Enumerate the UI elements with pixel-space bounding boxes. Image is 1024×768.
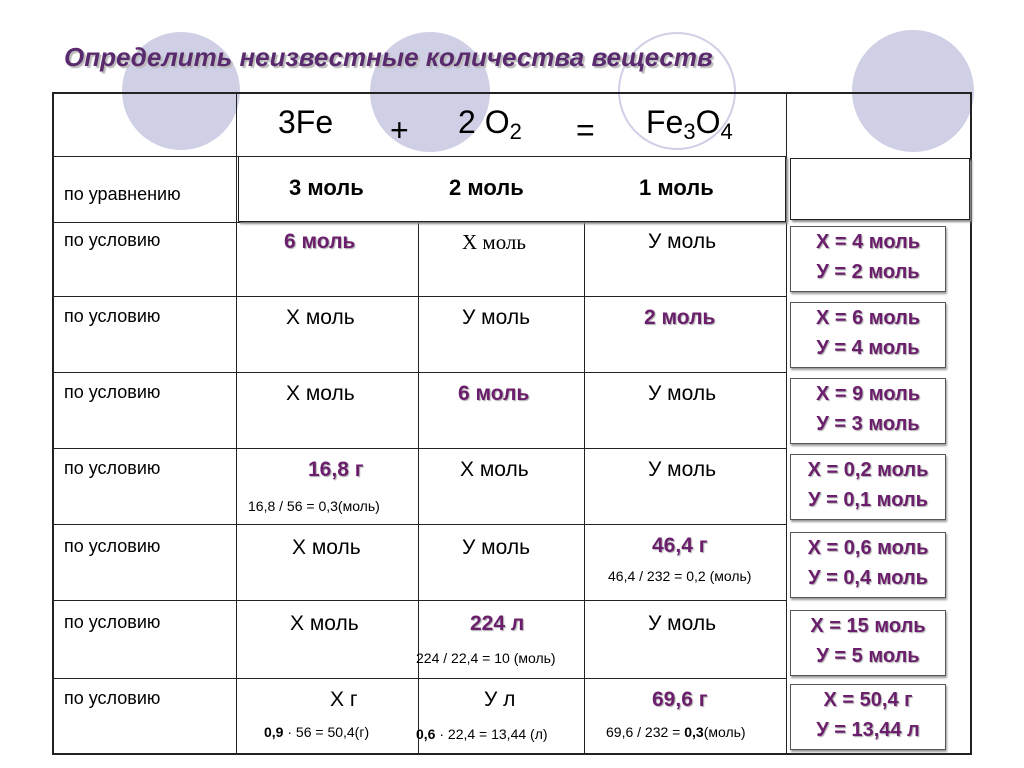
row4-result-x: Х = 0,2 моль xyxy=(807,459,929,481)
row7-o2-calc xyxy=(416,726,548,742)
row2-result-y: У = 4 моль xyxy=(816,337,920,359)
stoich-o2: 2 моль xyxy=(449,175,524,200)
row6-fe: Х моль xyxy=(290,612,359,635)
row7-product-calc-tail: (моль) xyxy=(703,724,746,740)
row3-result-y: У = 3 моль xyxy=(816,413,920,435)
row1-result xyxy=(790,226,946,292)
row2-fe: Х моль xyxy=(286,306,355,329)
product-fe: Fe xyxy=(646,104,684,140)
row2-result xyxy=(790,302,946,368)
row5-o2: У моль xyxy=(462,536,531,559)
row-label: по условию xyxy=(64,382,161,402)
row6-o2-calc: 224 / 22,4 = 10 (моль) xyxy=(416,650,556,666)
row-label: по условию xyxy=(64,306,161,326)
stoich-fe: 3 моль xyxy=(289,175,364,200)
row3-o2: 6 моль xyxy=(458,382,530,405)
row7-product: 69,6 г xyxy=(652,688,708,711)
row4-result-y: У = 0,1 моль xyxy=(808,489,928,511)
row2-o2: У моль xyxy=(462,306,531,329)
row4-fe: 16,8 г xyxy=(308,458,364,481)
row7-fe-calc-rest: · 56 = 50,4(г) xyxy=(283,724,370,740)
equation-plus: + xyxy=(390,112,409,148)
reaction-table xyxy=(52,92,972,755)
equation-o2-sub: 2 xyxy=(509,119,522,144)
row5-result-y: У = 0,4 моль xyxy=(808,567,928,589)
row3-product: У моль xyxy=(648,382,717,405)
row1-o2: Х моль xyxy=(462,230,526,254)
row6-result-x: Х = 15 моль xyxy=(810,615,926,637)
product-sub-3: 3 xyxy=(683,119,696,144)
row2-product: 2 моль xyxy=(644,306,716,329)
row-label: по условию xyxy=(64,230,161,250)
row4-o2: Х моль xyxy=(460,458,529,481)
row-label: по условию xyxy=(64,688,161,708)
row1-result-x: Х = 4 моль xyxy=(815,231,921,253)
equation-o2 xyxy=(458,104,522,145)
row5-result-x: Х = 0,6 моль xyxy=(807,537,929,559)
row3-result-x: Х = 9 моль xyxy=(815,383,921,405)
product-sub-4: 4 xyxy=(720,119,733,144)
row7-product-calc-bold: 0,3 xyxy=(684,724,704,740)
row7-product-calc xyxy=(606,724,746,740)
row7-fe-calc xyxy=(264,724,369,740)
row5-fe: Х моль xyxy=(292,536,361,559)
row7-fe: Х г xyxy=(330,688,358,711)
row4-fe-calc: 16,8 / 56 = 0,3(моль) xyxy=(248,498,380,514)
row4-product: У моль xyxy=(648,458,717,481)
row-label: по условию xyxy=(64,612,161,632)
equation-equals: = xyxy=(576,112,595,148)
row4-result xyxy=(790,454,946,520)
row3-result xyxy=(790,378,946,444)
equation-fe: 3Fe xyxy=(278,104,334,140)
row7-product-calc-start: 69,6 / 232 = xyxy=(606,724,685,740)
equation-o2-text: 2 O xyxy=(458,104,510,140)
row-label: по условию xyxy=(64,458,161,478)
row6-product: У моль xyxy=(648,612,717,635)
row7-result-y: У = 13,44 л xyxy=(816,719,920,741)
row1-result-y: У = 2 моль xyxy=(816,261,920,283)
stoich-box xyxy=(238,156,786,222)
row7-o2-calc-bold: 0,6 xyxy=(416,726,436,742)
row1-product: У моль xyxy=(648,230,717,253)
row1-fe: 6 моль xyxy=(284,230,356,253)
page-title: Определить неизвестные количества веществ xyxy=(64,42,713,72)
row5-product: 46,4 г xyxy=(652,534,708,557)
row6-result-y: У = 5 моль xyxy=(816,645,920,667)
row6-o2: 224 л xyxy=(470,612,525,635)
row7-fe-calc-bold: 0,9 xyxy=(264,724,284,740)
row7-o2-calc-rest: · 22,4 = 13,44 (л) xyxy=(435,726,548,742)
row7-result xyxy=(790,684,946,750)
row5-result xyxy=(790,532,946,598)
stoich-result-blank xyxy=(790,158,970,220)
row7-o2: У л xyxy=(484,688,516,711)
row-label: по условию xyxy=(64,536,161,556)
row7-result-x: Х = 50,4 г xyxy=(823,689,913,711)
row3-fe: Х моль xyxy=(286,382,355,405)
stoich-label: по уравнению xyxy=(64,184,181,204)
row2-result-x: Х = 6 моль xyxy=(815,307,921,329)
equation-product xyxy=(646,104,733,145)
product-o: O xyxy=(695,104,721,140)
stoich-product: 1 моль xyxy=(639,175,714,200)
row6-result xyxy=(790,610,946,676)
row5-product-calc: 46,4 / 232 = 0,2 (моль) xyxy=(608,568,752,584)
